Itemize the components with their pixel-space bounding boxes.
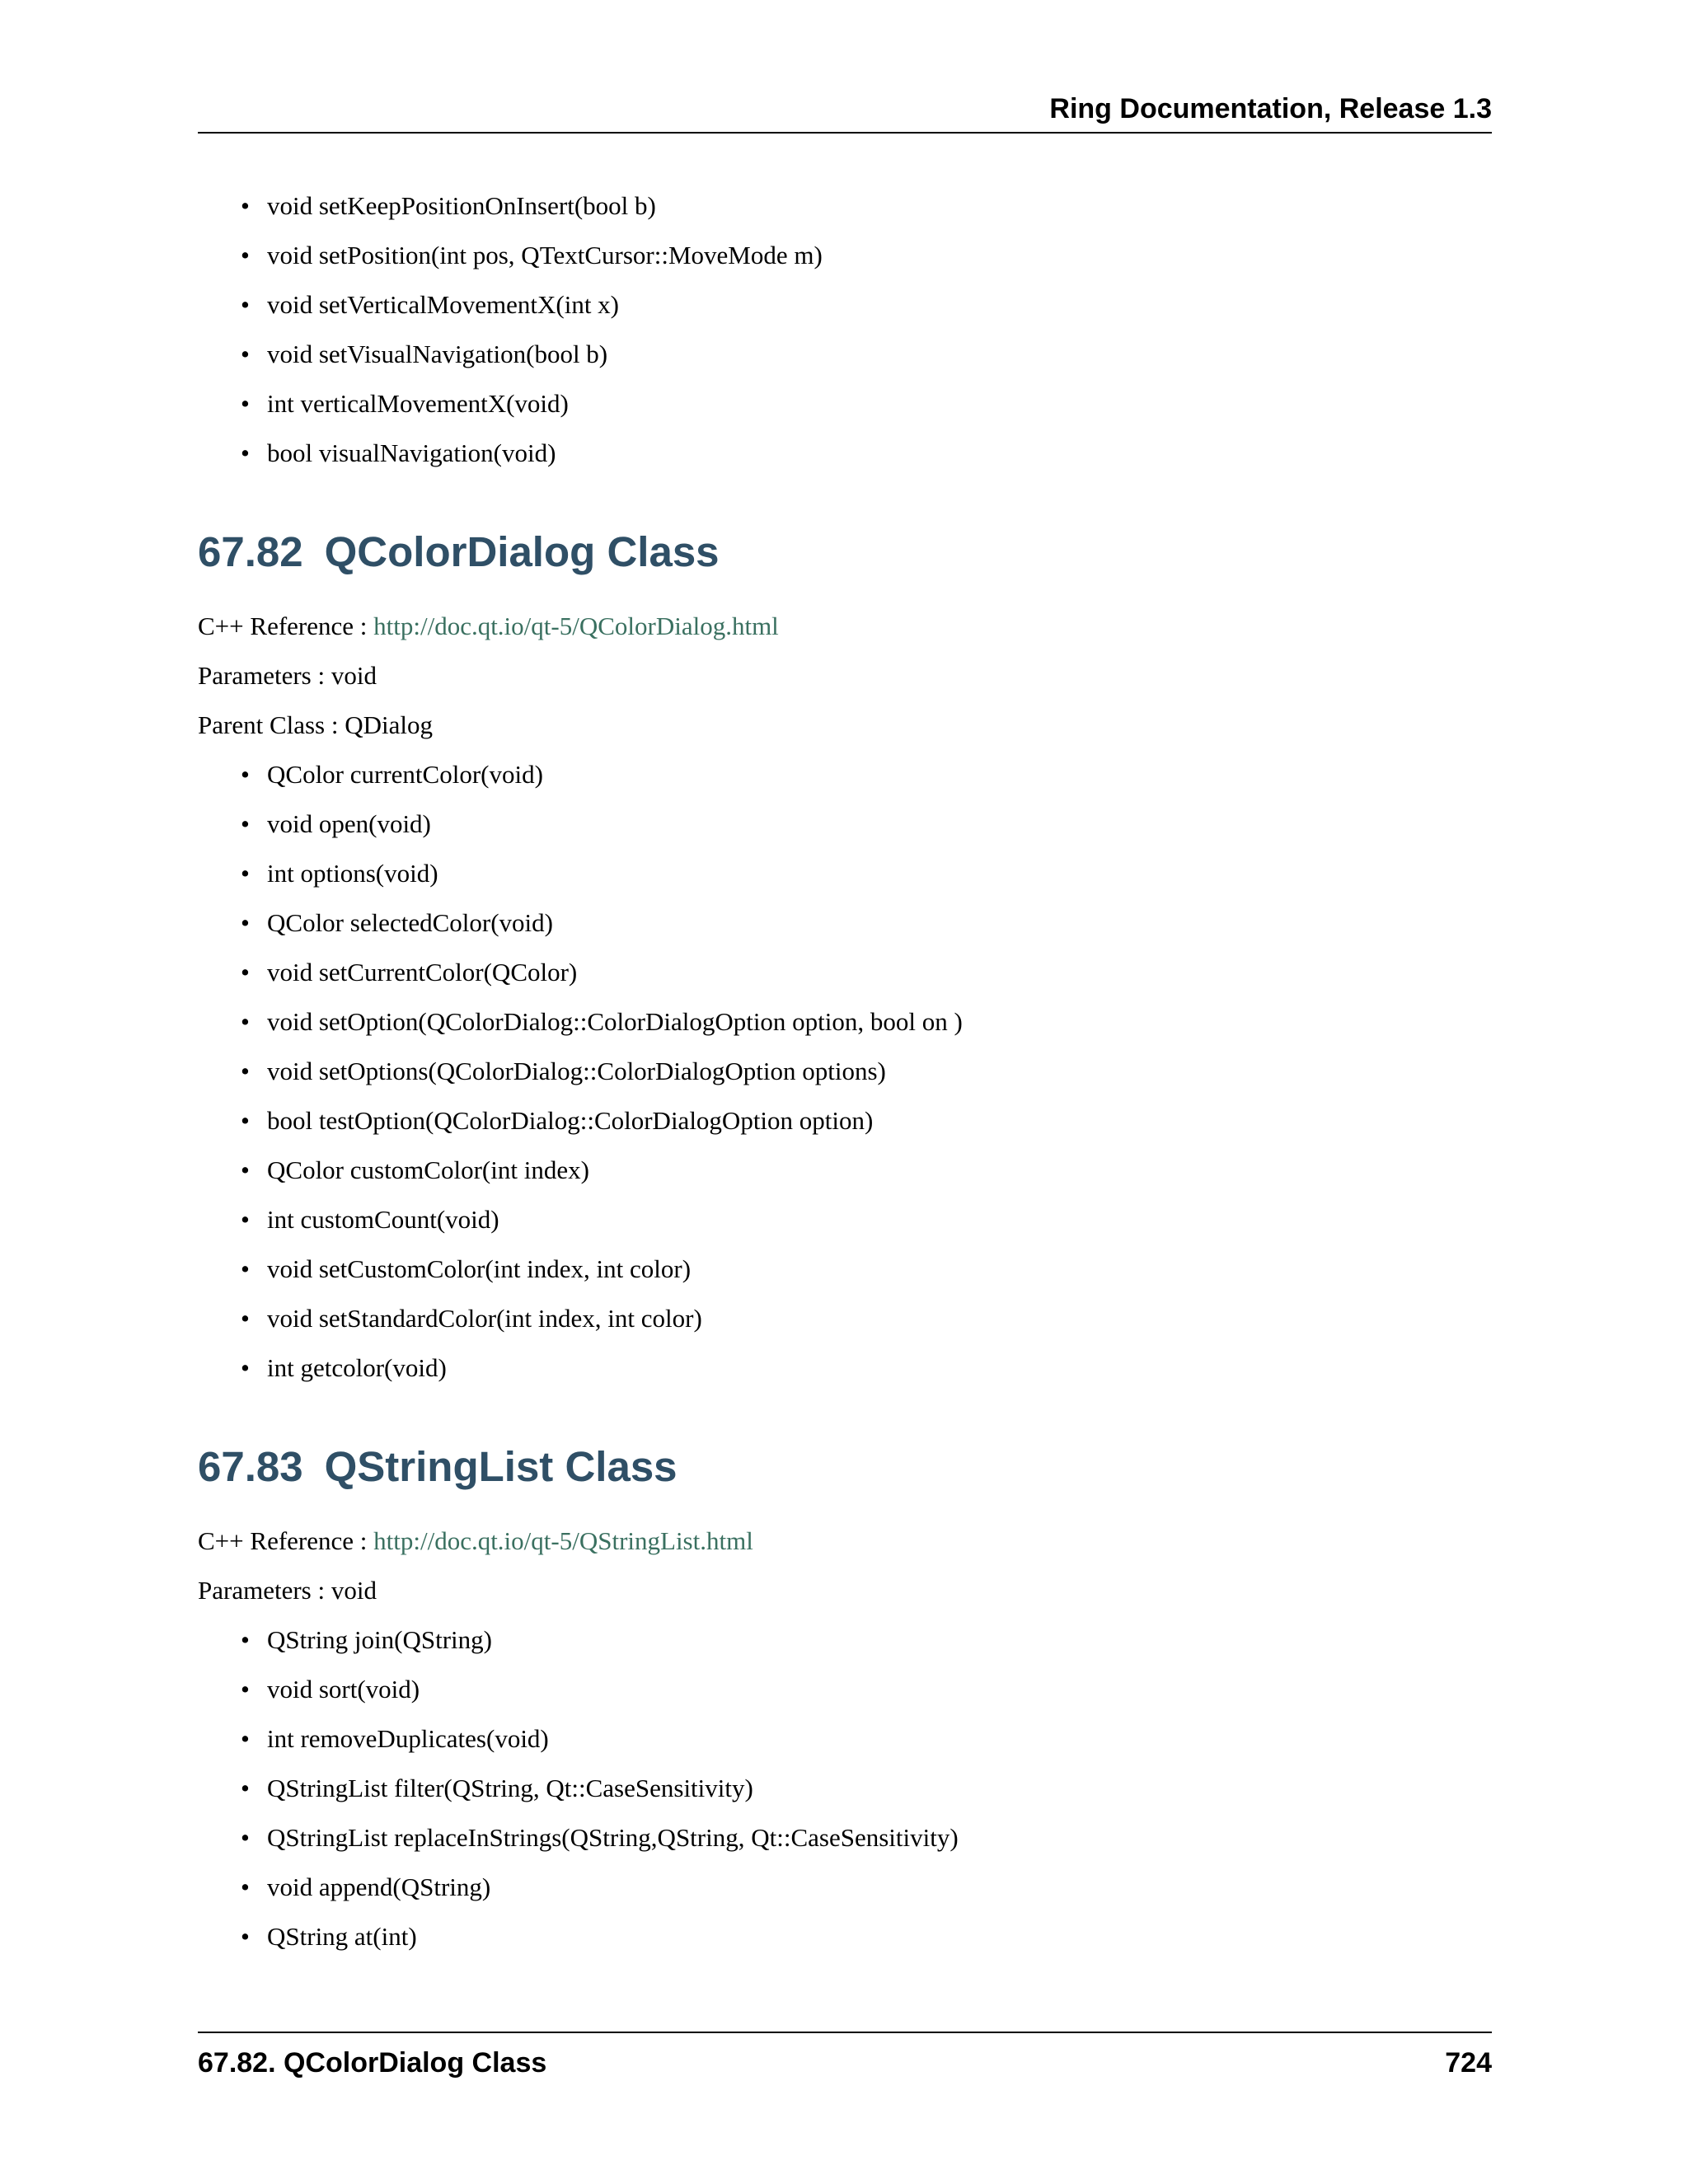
list-item: • QString at(int)	[241, 1920, 1492, 1953]
list-item: • QStringList replaceInStrings(QString,QString, Qt::CaseSensitivity)	[241, 1821, 1492, 1854]
parent-class-text: Parent Class : QDialog	[198, 710, 433, 739]
list-item: • bool testOption(QColorDialog::ColorDialogOption option)	[241, 1104, 1492, 1137]
section-title: QStringList Class	[324, 1443, 678, 1490]
bullet-icon: •	[241, 1922, 250, 1951]
bullet-icon: •	[241, 340, 250, 368]
list-item: • int getcolor(void)	[241, 1352, 1492, 1385]
cpp-reference-label: C++ Reference :	[198, 612, 374, 640]
page-number: 724	[1445, 2047, 1492, 2079]
bullet-icon: •	[241, 290, 250, 319]
bullet-icon: •	[241, 1353, 250, 1382]
bullet-icon: •	[241, 859, 250, 888]
section-number: 67.83	[198, 1443, 303, 1490]
bullet-icon: •	[241, 1675, 250, 1704]
footer-section-title: 67.82. QColorDialog Class	[198, 2047, 547, 2079]
list-item: • int options(void)	[241, 857, 1492, 890]
list-item: • void sort(void)	[241, 1673, 1492, 1706]
section-number: 67.82	[198, 528, 303, 575]
list-item: • void setVerticalMovementX(int x)	[241, 288, 1492, 321]
bullet-icon: •	[241, 1106, 250, 1135]
bullet-icon: •	[241, 809, 250, 838]
bullet-icon: •	[241, 191, 250, 220]
bullet-icon: •	[241, 1304, 250, 1333]
list-item: • void setKeepPositionOnInsert(bool b)	[241, 190, 1492, 223]
section-title: QColorDialog Class	[324, 528, 720, 575]
list-item: • QStringList filter(QString, Qt::CaseSensitivity)	[241, 1772, 1492, 1805]
bullet-icon: •	[241, 1724, 250, 1753]
bullet-icon: •	[241, 1872, 250, 1901]
bullet-icon: •	[241, 1155, 250, 1184]
list-item: • QColor customColor(int index)	[241, 1154, 1492, 1187]
bullet-icon: •	[241, 1205, 250, 1234]
qstringlist-method-list	[198, 1624, 1492, 1953]
list-item: • void setCurrentColor(QColor)	[241, 956, 1492, 989]
page-content	[198, 190, 1492, 1970]
list-item: • void setVisualNavigation(bool b)	[241, 338, 1492, 371]
parameters-text: Parameters : void	[198, 661, 377, 690]
list-item: • void open(void)	[241, 808, 1492, 841]
bullet-icon: •	[241, 1057, 250, 1085]
bullet-icon: •	[241, 1007, 250, 1036]
list-item: • int customCount(void)	[241, 1203, 1492, 1236]
list-item: • QString join(QString)	[241, 1624, 1492, 1657]
bullet-icon: •	[241, 1823, 250, 1852]
list-item: • QColor currentColor(void)	[241, 758, 1492, 791]
bullet-icon: •	[241, 1774, 250, 1802]
cpp-reference-label: C++ Reference :	[198, 1526, 374, 1555]
cpp-reference-link[interactable]: http://doc.qt.io/qt-5/QColorDialog.html	[373, 612, 779, 640]
list-item: • QColor selectedColor(void)	[241, 907, 1492, 940]
page-header	[198, 92, 1492, 134]
list-item: • void setOptions(QColorDialog::ColorDialogOption options)	[241, 1055, 1492, 1088]
bullet-icon: •	[241, 241, 250, 269]
list-item: • void append(QString)	[241, 1871, 1492, 1904]
bullet-icon: •	[241, 1254, 250, 1283]
bullet-icon: •	[241, 389, 250, 418]
cpp-reference	[198, 610, 1492, 643]
list-item: • int verticalMovementX(void)	[241, 387, 1492, 420]
qcolordialog-method-list	[198, 758, 1492, 1385]
top-method-list	[198, 190, 1492, 470]
section-heading-qstringlist	[198, 1442, 1492, 1492]
cpp-reference-link[interactable]: http://doc.qt.io/qt-5/QStringList.html	[373, 1526, 753, 1555]
list-item: • void setPosition(int pos, QTextCursor::MoveMode m)	[241, 239, 1492, 272]
bullet-icon: •	[241, 958, 250, 987]
parameters-text: Parameters : void	[198, 1576, 377, 1605]
list-item: • void setCustomColor(int index, int color)	[241, 1253, 1492, 1286]
bullet-icon: •	[241, 1625, 250, 1654]
list-item: • bool visualNavigation(void)	[241, 437, 1492, 470]
cpp-reference	[198, 1525, 1492, 1558]
bullet-icon: •	[241, 760, 250, 789]
bullet-icon: •	[241, 908, 250, 937]
header-title: Ring Documentation, Release 1.3	[1049, 93, 1492, 124]
section-heading-qcolordialog	[198, 527, 1492, 577]
bullet-icon: •	[241, 438, 250, 467]
list-item: • void setStandardColor(int index, int color)	[241, 1302, 1492, 1335]
page-footer	[198, 2032, 1492, 2083]
list-item: • int removeDuplicates(void)	[241, 1722, 1492, 1755]
list-item: • void setOption(QColorDialog::ColorDialogOption option, bool on )	[241, 1005, 1492, 1038]
